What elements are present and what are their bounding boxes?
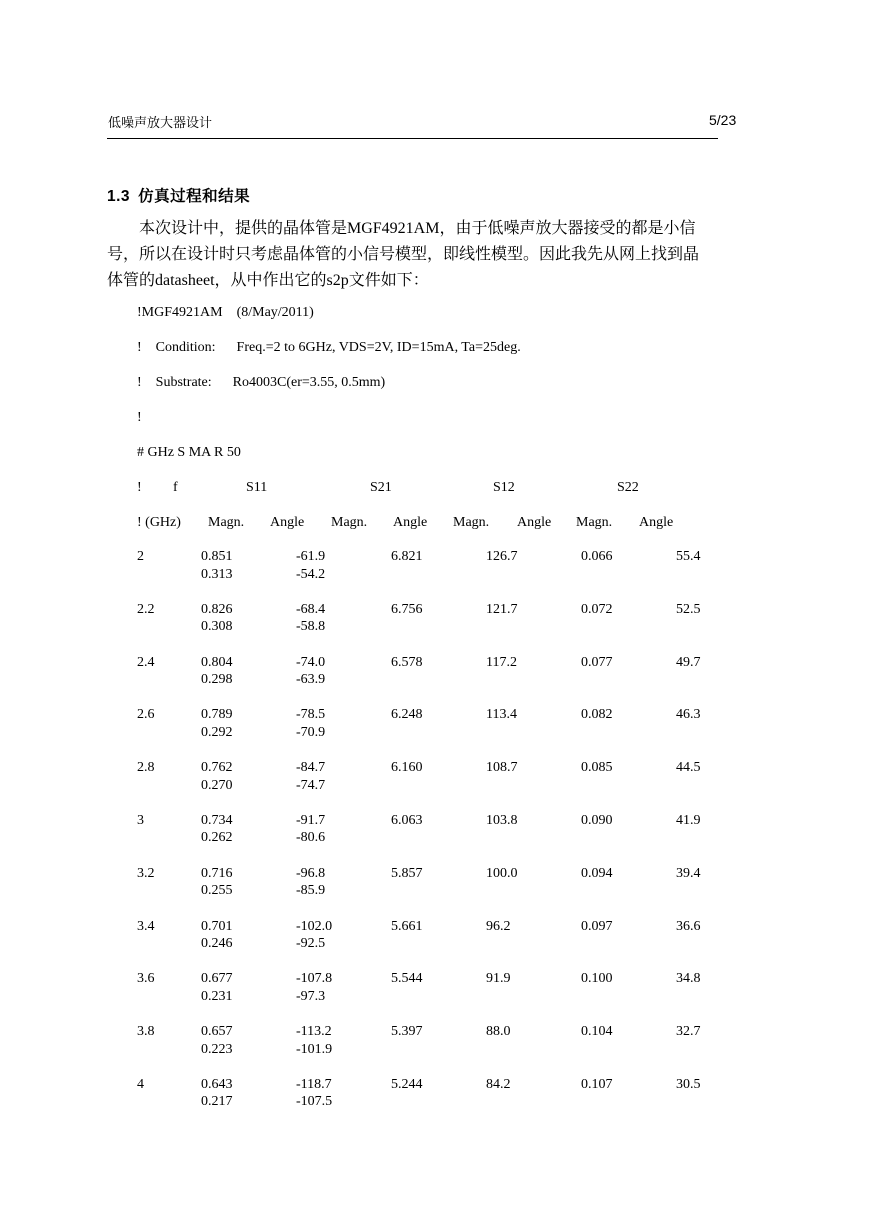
freq-cell: 3.8	[137, 1024, 155, 1040]
s12-magn-cell: 0.090	[581, 812, 613, 828]
unit-ghz: ! (GHz)	[137, 515, 181, 530]
s21-magn-cell: 6.160	[391, 760, 423, 776]
s11-magn-cell: 0.734	[201, 812, 233, 828]
header-s11: S11	[246, 480, 268, 495]
unit-magn: Magn.	[331, 515, 368, 530]
unit-magn: Magn.	[208, 515, 245, 530]
s21-magn-cell: 6.248	[391, 707, 423, 723]
s21-angle-cell: 117.2	[486, 654, 517, 670]
s11-magn-cell: 0.789	[201, 707, 233, 723]
s22-angle-cell: -70.9	[296, 724, 326, 740]
s21-magn-cell: 5.857	[391, 865, 423, 881]
header-bang: !	[137, 480, 142, 495]
s2p-comment-line: ! Substrate: Ro4003C(er=3.55, 0.5mm)	[137, 375, 386, 390]
s22-magn-cell: 0.255	[201, 883, 233, 899]
s21-angle-cell: 103.8	[486, 812, 518, 828]
s11-angle-cell: -68.4	[296, 601, 326, 617]
s2p-data-rows	[137, 548, 737, 1129]
s22-angle-cell: -58.8	[296, 619, 326, 635]
s11-angle-cell: -91.7	[296, 812, 326, 828]
s22-magn-cell: 0.298	[201, 672, 233, 688]
unit-magn: Magn.	[453, 515, 490, 530]
s12-angle-cell: 41.9	[676, 812, 701, 828]
s22-magn-cell: 0.246	[201, 936, 233, 952]
table-row	[137, 548, 737, 601]
freq-cell: 2.2	[137, 601, 155, 617]
s22-angle-cell: -101.9	[296, 1041, 333, 1057]
s22-angle-cell: -92.5	[296, 936, 326, 952]
s22-magn-cell: 0.270	[201, 777, 233, 793]
s22-magn-cell: 0.231	[201, 988, 233, 1004]
s12-magn-cell: 0.066	[581, 549, 613, 564]
table-row	[137, 601, 737, 654]
s21-magn-cell: 5.661	[391, 918, 423, 934]
s11-magn-cell: 0.716	[201, 865, 233, 881]
s2p-comment-line: ! Condition: Freq.=2 to 6GHz, VDS=2V, ID=15mA, Ta=25deg.	[137, 340, 521, 355]
s2p-option-line: # GHz S MA R 50	[137, 445, 241, 460]
header-s12: S12	[493, 480, 515, 495]
s12-magn-cell: 0.085	[581, 760, 613, 776]
freq-cell: 3.6	[137, 971, 155, 987]
s21-angle-cell: 96.2	[486, 918, 511, 934]
s11-angle-cell: -61.9	[296, 549, 326, 564]
s2p-comment-line: !	[137, 410, 142, 425]
section-number: 1.3	[107, 188, 131, 205]
s11-magn-cell: 0.804	[201, 654, 233, 670]
table-row	[137, 812, 737, 865]
unit-angle: Angle	[393, 515, 428, 530]
table-row	[137, 1076, 737, 1129]
s21-magn-cell: 6.578	[391, 654, 423, 670]
s11-angle-cell: -102.0	[296, 918, 333, 934]
section-heading	[107, 184, 250, 206]
unit-angle: Angle	[517, 515, 552, 530]
s11-angle-cell: -84.7	[296, 760, 326, 776]
unit-angle: Angle	[270, 515, 305, 530]
table-row	[137, 1023, 737, 1076]
unit-angle: Angle	[639, 515, 674, 530]
s11-magn-cell: 0.851	[201, 549, 233, 564]
s2p-comment-line: !MGF4921AM (8/May/2011)	[137, 305, 314, 320]
s22-magn-cell: 0.217	[201, 1094, 233, 1110]
s22-angle-cell: -107.5	[296, 1094, 333, 1110]
freq-cell: 2	[137, 549, 144, 564]
s22-angle-cell: -80.6	[296, 830, 326, 846]
table-row	[137, 918, 737, 971]
page-number: 5/23	[709, 112, 737, 128]
header-freq: f	[173, 480, 178, 495]
s22-magn-cell: 0.223	[201, 1041, 233, 1057]
s11-angle-cell: -113.2	[296, 1024, 332, 1040]
s12-magn-cell: 0.077	[581, 654, 613, 670]
freq-cell: 2.8	[137, 760, 155, 776]
freq-cell: 3.4	[137, 918, 155, 934]
paragraph-line: 体管的datasheet，从中作出它的s2p文件如下：	[107, 272, 429, 289]
table-row	[137, 970, 737, 1023]
s12-angle-cell: 55.4	[676, 549, 701, 564]
s12-magn-cell: 0.097	[581, 918, 613, 934]
section-title: 仿真过程和结果	[138, 187, 251, 205]
freq-cell: 2.4	[137, 654, 155, 670]
s12-magn-cell: 0.104	[581, 1024, 613, 1040]
s12-magn-cell: 0.082	[581, 707, 613, 723]
s21-angle-cell: 113.4	[486, 707, 517, 723]
table-row	[137, 654, 737, 707]
s11-angle-cell: -78.5	[296, 707, 326, 723]
freq-cell: 3.2	[137, 865, 155, 881]
intro-paragraph	[107, 216, 767, 294]
s11-magn-cell: 0.826	[201, 601, 233, 617]
s22-magn-cell: 0.313	[201, 566, 233, 582]
s21-angle-cell: 100.0	[486, 865, 518, 881]
s21-angle-cell: 126.7	[486, 549, 518, 564]
s22-angle-cell: -85.9	[296, 883, 326, 899]
s2p-unit-header	[137, 513, 737, 548]
s2p-column-header	[137, 478, 737, 513]
header-s21: S21	[370, 480, 392, 495]
s21-magn-cell: 6.756	[391, 601, 423, 617]
s11-magn-cell: 0.762	[201, 760, 233, 776]
s22-magn-cell: 0.308	[201, 619, 233, 635]
freq-cell: 4	[137, 1076, 144, 1092]
s12-angle-cell: 32.7	[676, 1024, 701, 1040]
s12-angle-cell: 30.5	[676, 1076, 701, 1092]
s12-magn-cell: 0.107	[581, 1076, 613, 1092]
header-rule	[107, 138, 718, 139]
s21-angle-cell: 88.0	[486, 1024, 511, 1040]
s11-angle-cell: -96.8	[296, 865, 326, 881]
s12-angle-cell: 34.8	[676, 971, 701, 987]
running-header-title: 低噪声放大器设计	[108, 116, 213, 131]
table-row	[137, 706, 737, 759]
s12-angle-cell: 39.4	[676, 865, 701, 881]
s21-angle-cell: 108.7	[486, 760, 518, 776]
s22-angle-cell: -97.3	[296, 988, 326, 1004]
unit-magn: Magn.	[576, 515, 613, 530]
s2p-listing	[137, 303, 737, 1129]
s21-magn-cell: 5.397	[391, 1024, 423, 1040]
s22-angle-cell: -54.2	[296, 566, 326, 582]
s12-angle-cell: 36.6	[676, 918, 701, 934]
s11-magn-cell: 0.643	[201, 1076, 233, 1092]
freq-cell: 2.6	[137, 707, 155, 723]
table-row	[137, 759, 737, 812]
s22-magn-cell: 0.292	[201, 724, 233, 740]
freq-cell: 3	[137, 812, 144, 828]
s21-magn-cell: 6.821	[391, 549, 423, 564]
s21-angle-cell: 91.9	[486, 971, 511, 987]
s12-angle-cell: 44.5	[676, 760, 701, 776]
s12-angle-cell: 49.7	[676, 654, 701, 670]
table-row	[137, 865, 737, 918]
s22-magn-cell: 0.262	[201, 830, 233, 846]
s21-magn-cell: 5.544	[391, 971, 423, 987]
s22-angle-cell: -74.7	[296, 777, 326, 793]
s11-angle-cell: -74.0	[296, 654, 326, 670]
s11-magn-cell: 0.677	[201, 971, 233, 987]
s22-angle-cell: -63.9	[296, 672, 326, 688]
s11-magn-cell: 0.701	[201, 918, 233, 934]
paragraph-line: 号，所以在设计时只考虑晶体管的小信号模型，即线性模型。因此我先从网上找到晶	[107, 246, 700, 263]
s12-angle-cell: 46.3	[676, 707, 701, 723]
s12-magn-cell: 0.100	[581, 971, 613, 987]
s21-angle-cell: 84.2	[486, 1076, 511, 1092]
s11-angle-cell: -118.7	[296, 1076, 332, 1092]
s12-angle-cell: 52.5	[676, 601, 701, 617]
s11-magn-cell: 0.657	[201, 1024, 233, 1040]
s21-magn-cell: 5.244	[391, 1076, 423, 1092]
s12-magn-cell: 0.072	[581, 601, 613, 617]
s21-angle-cell: 121.7	[486, 601, 518, 617]
paragraph-line: 本次设计中，提供的晶体管是MGF4921AM，由于低噪声放大器接受的都是小信	[139, 220, 696, 237]
header-s22: S22	[617, 480, 639, 495]
s21-magn-cell: 6.063	[391, 812, 423, 828]
s11-angle-cell: -107.8	[296, 971, 333, 987]
s12-magn-cell: 0.094	[581, 865, 613, 881]
